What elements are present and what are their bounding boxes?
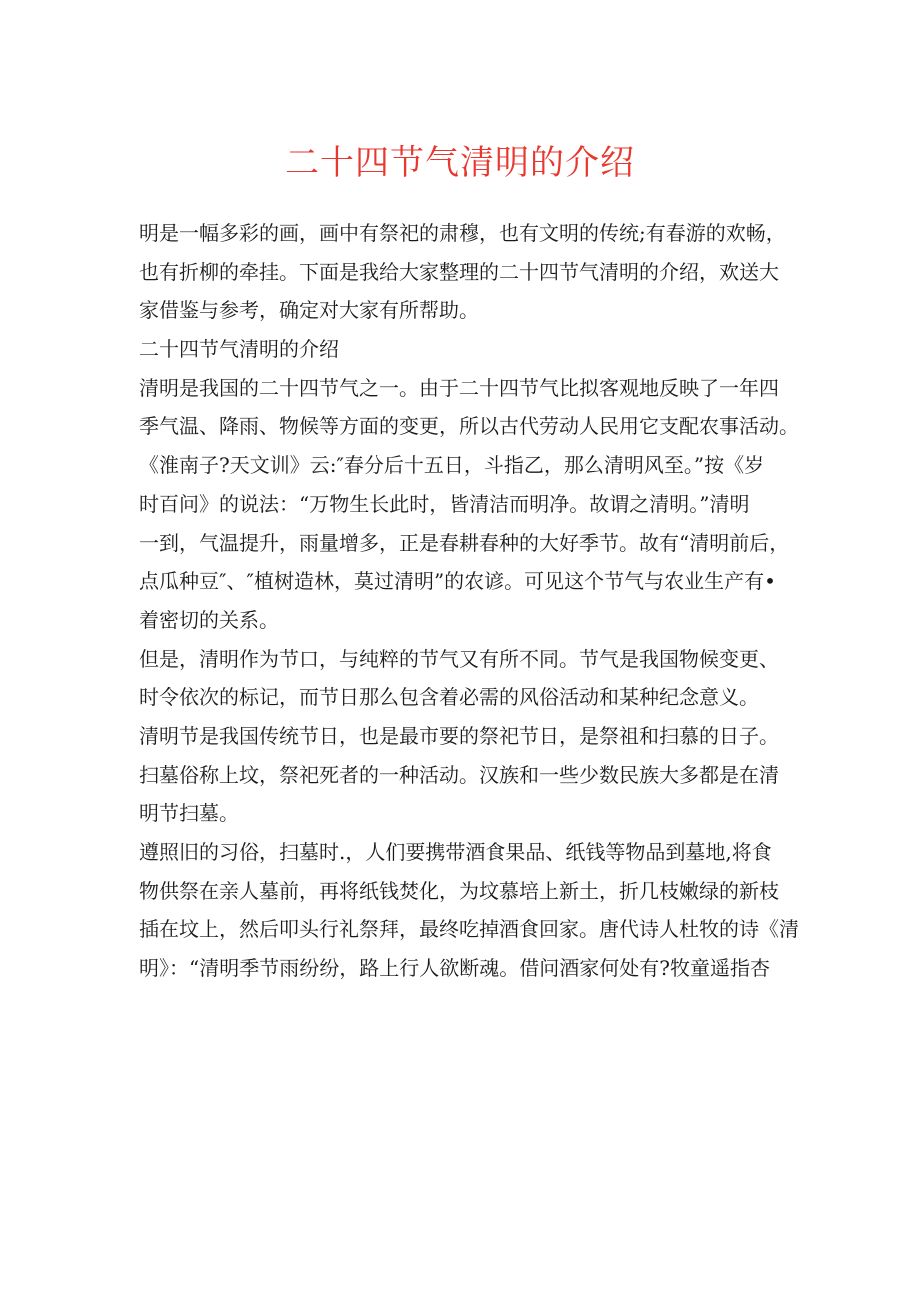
text-line: 遵照旧的习俗，扫墓时.，人们要携带酒食果品、纸钱等物品到墓地,将食 <box>139 840 772 864</box>
text-line: 明是一幅多彩的画，画中有祭祀的肃穆，也有文明的传统;有春游的欢畅， <box>139 221 786 245</box>
text-line: 《淮南子?天文训》云:″春分后十五日，斗指乙，那么清明风至。”按《岁 <box>139 453 765 478</box>
text-line: 明》：“清明季节雨纷纷，路上行人欲断魂。借问酒家何处有?牧童遥指杏 <box>139 956 770 981</box>
text-line: 清明是我国的二十四节气之一。由于二十四节气比拟客观地反映了一年四 <box>139 375 779 400</box>
text-line: 一到，气温提升，雨量增多，正是春耕春种的大好季节。故有“清明前后， <box>139 530 790 555</box>
text-line: 但是，清明作为节口，与纯粹的节气又有所不同。节气是我国物候变更、 <box>139 646 779 671</box>
text-line: 二十四节气清明的介绍 <box>139 337 339 362</box>
text-line: 扫墓俗称上坟，祭祀死者的一种活动。汉族和一些少数民族大多都是在清 <box>139 762 779 787</box>
text-line: 着密切的关系。 <box>139 607 279 632</box>
text-line: 时令依次的标记，而节日那么包含着必需的风俗活动和某种纪念意义。 <box>139 685 759 710</box>
text-line: 清明节是我国传统节日，也是最市要的祭祀节日，是祭祖和扫慕的日子。 <box>139 723 779 748</box>
paragraph-tomb-sweeping <box>139 717 799 833</box>
text-line: 明节扫墓。 <box>139 801 239 826</box>
document-title: 二十四节气清明的介绍 <box>285 143 635 183</box>
text-line: 点瓜种豆″、″植树造林，莫过清明”的农谚。可见这个节气与农业生产有• <box>139 569 776 594</box>
document-body <box>139 214 799 988</box>
text-line: 季气温、降雨、物候等方面的变更，所以古代劳动人民用它支配农事活动。 <box>139 414 799 439</box>
section-heading <box>139 330 799 369</box>
paragraph-intro <box>139 214 799 330</box>
paragraph-festival-difference <box>139 640 799 717</box>
text-line: 物供祭在亲人墓前，再将纸钱焚化，为坟慕培上新土，折几枝嫩绿的新枝 <box>139 878 779 903</box>
text-line: 家借鉴与参考，确定对大家有所帮助。 <box>139 298 479 323</box>
paragraph-old-custom <box>139 833 799 988</box>
paragraph-qingming-solar-term <box>139 369 799 640</box>
text-line: 也有折柳的牵挂。下面是我给大家整理的二十四节气清明的介绍，欢送大 <box>139 259 779 284</box>
text-line: 时百问》的说法：“万物生长此时，皆清洁而明净。故谓之清明。”清明 <box>139 491 750 516</box>
text-line: 插在坟上，然后叩头行礼祭拜，最终吃掉酒食回家。唐代诗人杜牧的诗《清 <box>139 917 799 942</box>
